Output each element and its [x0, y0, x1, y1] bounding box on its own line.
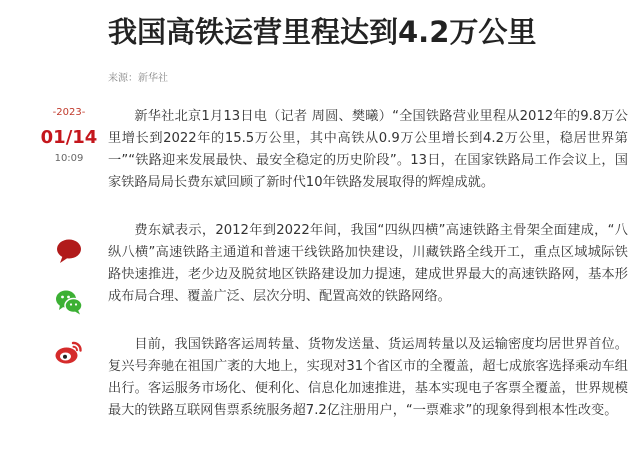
article-paragraph: 费东斌表示，2012年到2022年间，我国“四纵四横”高速铁路主骨架全面建成，“八纵八横”高速铁路主通道和普速干线铁路加快建设，川藏铁路全线开工，重点区域城际铁路快速推进，老少边及脱贫地区铁路建设加力提速，建成世界最大的高速铁路网，基本形成布局合理、覆盖广泛、层次分明、配置高效的铁路网络。 [108, 223, 628, 304]
publish-year: -2023- [52, 107, 86, 118]
publish-month-day: 01/14 [40, 127, 98, 148]
article-title: 我国高铁运营里程达到4.2万公里 [108, 15, 537, 49]
wechat-icon [54, 287, 84, 317]
article-paragraph: 新华社北京1月13日电（记者 周圆、樊曦）“全国铁路营业里程从2012年的9.8万公里增长到2022年的15.5万公里，其中高铁从0.9万公里增长到4.2万公里，稳居世界第一”“铁路迎来发展最快、最安全稳定的历史阶段”。13日，在国家铁路局工作会议上，国家铁路局局长费东斌回顾了新时代10年铁路发展取得的辉煌成就。 [108, 109, 628, 190]
share-wechat-button[interactable] [54, 287, 84, 317]
article-source: 来源：新华社 [108, 73, 168, 84]
publish-time: 10:09 [54, 153, 84, 164]
comment-icon [54, 236, 84, 266]
article-body [108, 106, 628, 448]
share-comment-button[interactable] [54, 236, 84, 266]
share-weibo-button[interactable] [54, 337, 84, 367]
article-paragraph: 目前，我国铁路客运周转量、货物发送量、货运周转量以及运输密度均居世界首位。复兴号奔驰在祖国广袤的大地上，实现对31个省区市的全覆盖，超七成旅客选择乘动车组出行。客运服务市场化、便利化、信息化加速推进，基本实现电子客票全覆盖，世界规模最大的铁路互联网售票系统服务超7.2亿注册用户，“一票难求”的现象得到根本性改变。 [108, 337, 628, 418]
publish-date [40, 106, 98, 166]
weibo-icon [54, 337, 84, 367]
